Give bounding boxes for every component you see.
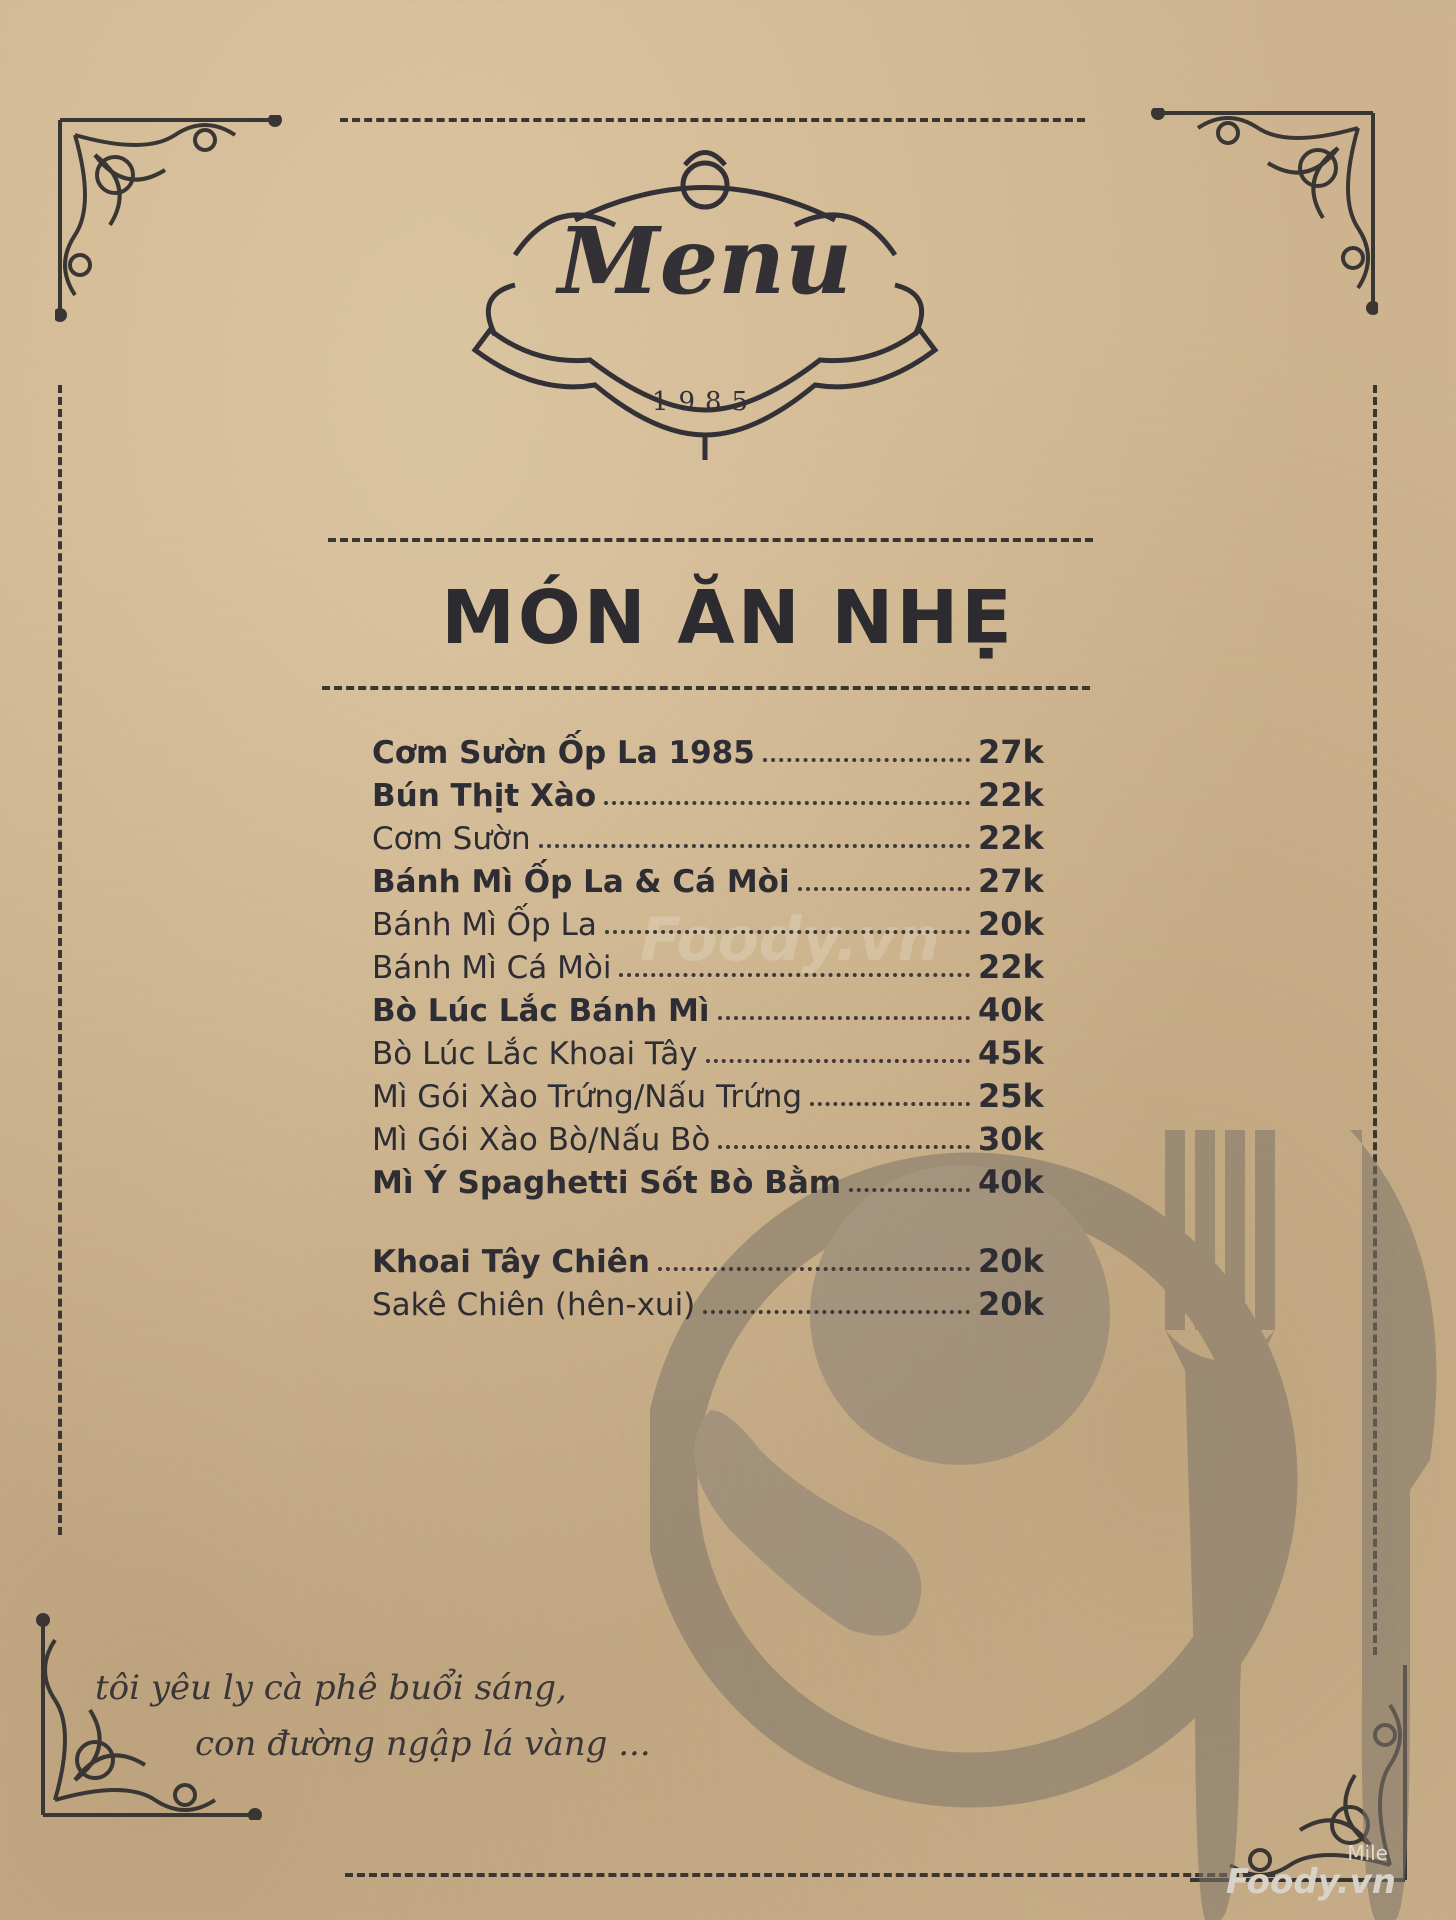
list-spacer	[372, 1201, 1042, 1237]
dot-leader	[658, 1267, 970, 1271]
menu-item-price: 22k	[978, 819, 1044, 857]
menu-item	[372, 1115, 1042, 1158]
footer-quote-line2: con đường ngập lá vàng ...	[195, 1724, 651, 1764]
menu-item-price: 40k	[978, 991, 1044, 1029]
menu-item	[372, 1237, 1042, 1280]
dot-leader	[718, 1016, 970, 1020]
corner-ornament-top-right	[1148, 108, 1378, 318]
menu-item	[372, 1158, 1042, 1201]
watermark-brand: Foody.vn	[1226, 1862, 1396, 1902]
menu-item-price: 45k	[978, 1034, 1044, 1072]
menu-item-name: Bò Lúc Lắc Bánh Mì	[372, 993, 710, 1029]
dot-leader	[763, 758, 970, 762]
menu-item-name: Mì Ý Spaghetti Sốt Bò Bằm	[372, 1165, 842, 1201]
menu-item	[372, 857, 1042, 900]
section-title: MÓN ĂN NHẸ	[441, 575, 1015, 661]
left-dashed-border	[58, 385, 62, 1535]
title-dashed-line-bottom	[322, 686, 1090, 690]
watermark-small: Mile	[1347, 1841, 1388, 1865]
menu-item-price: 22k	[978, 776, 1044, 814]
dot-leader	[718, 1145, 970, 1149]
menu-item	[372, 1029, 1042, 1072]
menu-item-price: 30k	[978, 1120, 1044, 1158]
menu-item-name: Mì Gói Xào Bò/Nấu Bò	[372, 1122, 711, 1158]
menu-item-price: 27k	[978, 733, 1044, 771]
menu-item-name: Bò Lúc Lắc Khoai Tây	[372, 1036, 698, 1072]
menu-item-price: 20k	[978, 905, 1044, 943]
menu-item	[372, 771, 1042, 814]
logo-year: 1985	[651, 387, 759, 417]
top-dashed-border	[340, 118, 1085, 122]
menu-item-name: Sakê Chiên (hên-xui)	[372, 1287, 696, 1323]
dot-leader	[539, 844, 970, 848]
footer-quote-line1: tôi yêu ly cà phê buổi sáng,	[95, 1668, 567, 1708]
menu-item	[372, 943, 1042, 986]
menu-item	[372, 728, 1042, 771]
corner-ornament-top-left	[55, 115, 285, 325]
menu-item-price: 27k	[978, 862, 1044, 900]
menu-item-name: Cơm Sườn Ốp La 1985	[372, 735, 755, 771]
footer-quote	[95, 1660, 735, 1772]
menu-item-price: 20k	[978, 1242, 1044, 1280]
menu-list	[372, 728, 1042, 1323]
menu-item	[372, 900, 1042, 943]
logo-script-text: Menu	[557, 207, 853, 315]
dot-leader	[849, 1188, 970, 1192]
menu-item-name: Mì Gói Xào Trứng/Nấu Trứng	[372, 1079, 803, 1115]
dot-leader	[619, 973, 970, 977]
menu-item	[372, 1072, 1042, 1115]
dot-leader	[703, 1310, 970, 1314]
menu-item-name: Cơm Sườn	[372, 821, 531, 857]
dot-leader	[810, 1102, 970, 1106]
menu-item-name: Bánh Mì Cá Mòi	[372, 950, 612, 986]
menu-item-price: 40k	[978, 1163, 1044, 1201]
title-dashed-line-top	[328, 538, 1093, 542]
dot-leader	[798, 887, 970, 891]
watermark-text: Foody.vn	[640, 905, 940, 975]
menu-item-name: Khoai Tây Chiên	[372, 1244, 650, 1280]
dot-leader	[706, 1059, 970, 1063]
menu-logo	[455, 135, 955, 465]
dot-leader	[604, 801, 970, 805]
menu-item	[372, 814, 1042, 857]
menu-logo-ornament	[455, 135, 955, 465]
menu-item-name: Bánh Mì Ốp La	[372, 907, 597, 943]
menu-item-price: 20k	[978, 1285, 1044, 1323]
menu-item-name: Bún Thịt Xào	[372, 778, 597, 814]
menu-item-price: 22k	[978, 948, 1044, 986]
menu-item	[372, 986, 1042, 1029]
menu-item-price: 25k	[978, 1077, 1044, 1115]
menu-item-name: Bánh Mì Ốp La & Cá Mòi	[372, 864, 790, 900]
menu-item	[372, 1280, 1042, 1323]
dot-leader	[605, 930, 970, 934]
